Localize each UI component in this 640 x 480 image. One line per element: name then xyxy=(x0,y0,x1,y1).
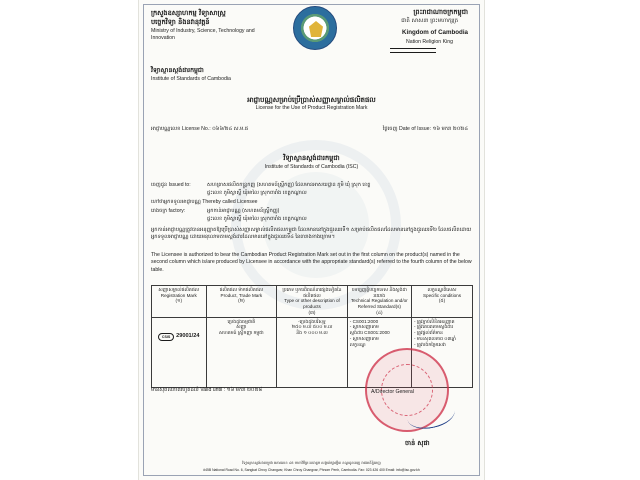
header-kh: លក្ខខណ្ឌពិសេស xyxy=(427,287,457,292)
national-motto-kh: ជាតិ សាសនា ព្រះមហាក្សត្រ xyxy=(401,18,458,24)
condition-line: - ត្រូវផ្តល់ព័ត៌មាន xyxy=(413,330,443,336)
ministry-name-en: Ministry of Industry, Science, Technology and Innovation xyxy=(151,28,255,41)
issued-to-label: ចេញជូន Issued to: xyxy=(151,182,191,188)
column-header-conditions xyxy=(411,286,472,318)
condition-line: - ត្រូវភ្ជាប់លិខិតអនុញ្ញាត xyxy=(413,318,455,324)
statement-en: The Licensee is authorized to bear the Cambodian Product Registration Mark set out in the first column on the product(s) named in the second column which is/are produced by Licensee in accordance with the appropriate standard(s) referred to the fourth column of the below table. xyxy=(151,252,472,273)
issue-date-value: ១៦ មករា ២០២៤ xyxy=(432,126,468,132)
type-line: ២៥០ ម.ល ៥០០ ម.ល xyxy=(291,324,333,330)
header-en: Product, Trade Mark xyxy=(220,292,263,298)
product-cell xyxy=(206,317,277,387)
column-header-standard xyxy=(347,286,411,318)
factory-value: អ្នកកាន់អាជ្ញាបណ្ណ (សហគមន៍ស្ត្រីកញ្ញ) xyxy=(207,208,280,214)
column-header-product xyxy=(206,286,277,318)
header-en: Type or other description of products xyxy=(284,298,340,310)
validity-date: ១៦ មករា ២០២៨ xyxy=(226,387,263,393)
validity-label: មានសុពលភាពរហូតដល់ Valid until : xyxy=(151,387,226,393)
footer-address-kh: វិទ្យាស្ថានស្តង់ដារកម្ពុជា អគារលេខ ៤៥ មហាវិថីព្រះនរោត្តម សង្កាត់ផ្សារថ្មី៣ ខណ្ឌដូនពេញ រាជធានីភ្នំពេញ xyxy=(242,461,381,465)
document-title-en: License for the Use of Product Registration Mark xyxy=(255,105,368,111)
header-kh: សញ្ញាសម្គាល់ផលិតផល xyxy=(158,287,200,292)
column-header-registration-mark xyxy=(152,286,207,318)
header-num: (១) xyxy=(175,298,183,304)
condition-line: - មានសុពលភាព ០៣ឆ្នាំ xyxy=(413,335,456,341)
seal-emblem xyxy=(309,21,323,37)
issue-date-row xyxy=(383,127,468,133)
factory-label: រោងចក្រ factory: xyxy=(151,208,186,214)
kingdom-name-kh: ព្រះរាជាណាចក្រកម្ពុជា xyxy=(413,8,468,16)
ministry-name-kh-line-1: ក្រសួងឧស្សាហកម្ម វិទ្យាសាស្ត្រ xyxy=(151,9,226,17)
header-kh: ផលិតផល ម៉ាកផលិតផល xyxy=(219,287,264,292)
institute-name-en: Institute of Standards of Cambodia xyxy=(151,76,231,82)
condition-line: - ត្រូវបង់កម្រៃសេវា xyxy=(413,341,446,347)
product-brand-label: សញ្ញា xyxy=(236,324,247,330)
issuer-name-en: Institute of Standards of Cambodia (ISC) xyxy=(264,164,359,170)
footer-address-en: #45B National Road No. 6, Sangkat Chroy Changvar, Khan Chroy Changvar, Phnom Penh, Cambodia. Fax: 023 426 400 Email: info@isc.gov.kh xyxy=(203,468,420,472)
standard-line: ស្តង់ដារ CS001:2000 xyxy=(349,330,390,336)
header-num: (២) xyxy=(238,298,245,304)
type-cell xyxy=(277,317,348,387)
type-line: -ប្រេងដូងបរិសុទ្ធ xyxy=(298,318,326,324)
issuer-name-kh: វិទ្យាស្ថានស្តង់ដារកម្ពុជា xyxy=(283,154,340,162)
license-number-label: អាជ្ញាបណ្ណលេខ License No.: xyxy=(151,126,211,132)
table-header-row xyxy=(152,286,473,318)
ornament-divider xyxy=(390,48,436,53)
license-number-value: ០៦៦/២៤ ស.ម.ផ xyxy=(212,126,249,132)
license-certificate xyxy=(138,0,485,480)
statement-kh: អ្នកកាន់អាជ្ញាបណ្ណត្រូវបានអនុញ្ញាតឱ្យប្រើប្រាស់សញ្ញាសម្គាល់ផលិតផលកម្ពុជា ដែលមាននៅក្នុងជួរឈរទី១ សម្រាប់ផលិតផលដែលមាននៅក្នុងជួរឈរទី២ ដែលផលិតដោយអ្នកទទួលអាជ្ញាបណ្ណ ដោយអនុលោមតាមស្តង់ដារដែលមាននៅក្នុងជួរឈរទី៤ នៃតារាងខាងក្រោម។ xyxy=(151,227,472,241)
ministry-name-kh-line-2: បច្ចេកវិទ្យា និងនវានុវត្តន៍ xyxy=(151,18,210,26)
condition-line: - ត្រូវគោរពតាមស្តង់ដារ xyxy=(413,324,454,330)
header-kh: ប្រភេទ ឬការពិពណ៌នាផ្សេងទៀតនៃផលិតផល xyxy=(282,287,342,298)
standard-line: - ស្លាកសញ្ញាតាម xyxy=(349,335,379,341)
header-en: Technical Regulation and/or Referred Standard(s) xyxy=(351,298,408,310)
header-kh: បទប្បញ្ញត្តិបច្ចេកទេស និងស្តង់ដារយោង xyxy=(351,287,407,298)
signatory-title: A/Director General xyxy=(371,389,414,395)
issued-to-value: សហគ្រាសផលិតកន្ត្រកញ្ញ (សហគមន៍ស្ត្រីកញ្ញ) ដែលមានអាសយដ្ឋាន ភូមិ ឃុំ ស្រុក ខេត្ត xyxy=(207,182,371,188)
thereby-called-label: ហៅថាអ្នកទទួលអាជ្ញាបណ្ណ Thereby called Licensee xyxy=(151,199,258,205)
registration-mark xyxy=(158,333,199,341)
ministry-seal-icon xyxy=(293,6,337,50)
issue-date-label: ថ្ងៃចេញ Date of Issue: xyxy=(382,126,431,132)
registration-mark-cell xyxy=(152,317,207,387)
standard-line: លក្ខខណ្ឌ xyxy=(349,341,366,347)
product-name: ប្រេងដូងធម្មជាតិ xyxy=(227,318,256,324)
header-num: (៥) xyxy=(438,298,446,304)
registration-code: 29001/24 xyxy=(176,333,200,340)
type-line: និង ១ ០០០ ម.ល xyxy=(296,330,328,336)
standard-line: - ស្លាកសញ្ញាតាម xyxy=(349,324,379,330)
product-brand: សហគមន៍ ស្ត្រីកញ្ញា កម្ពុជា xyxy=(219,330,264,336)
header-en: Registration Mark xyxy=(160,292,197,298)
header-num: (៤) xyxy=(376,309,383,315)
national-motto-en: Nation Religion King xyxy=(405,39,453,45)
factory-address: ផ្ទះលេខ ភូមិស្លាស្ដី ឃុំអាលៃ ស្រុកពារាំង ខេត្តកណ្តាល xyxy=(207,216,307,222)
document-title-kh: អាជ្ញាបណ្ណសម្រាប់ប្រើប្រាស់សញ្ញាសម្គាល់ផលិតផល xyxy=(247,96,376,104)
validity-row xyxy=(151,388,262,394)
header-en: Specific conditions xyxy=(422,292,461,298)
kingdom-name-en: Kingdom of Cambodia xyxy=(402,29,468,36)
issued-to-address: ផ្ទះលេខ ភូមិស្លាស្ដី ឃុំអាលៃ ស្រុកពារាំង ខេត្តកណ្តាល xyxy=(207,190,307,196)
isc-mark-icon: CSIS xyxy=(158,333,174,341)
header-num: (៣) xyxy=(308,309,316,315)
license-number-row xyxy=(151,127,248,133)
column-header-type xyxy=(277,286,348,318)
institute-name-kh: វិទ្យាស្ថានស្តង់ដារកម្ពុជា xyxy=(151,67,204,74)
standard-line: - CS001:2000 xyxy=(349,318,379,324)
signatory-name: ចាន់ សុផា xyxy=(405,439,430,447)
